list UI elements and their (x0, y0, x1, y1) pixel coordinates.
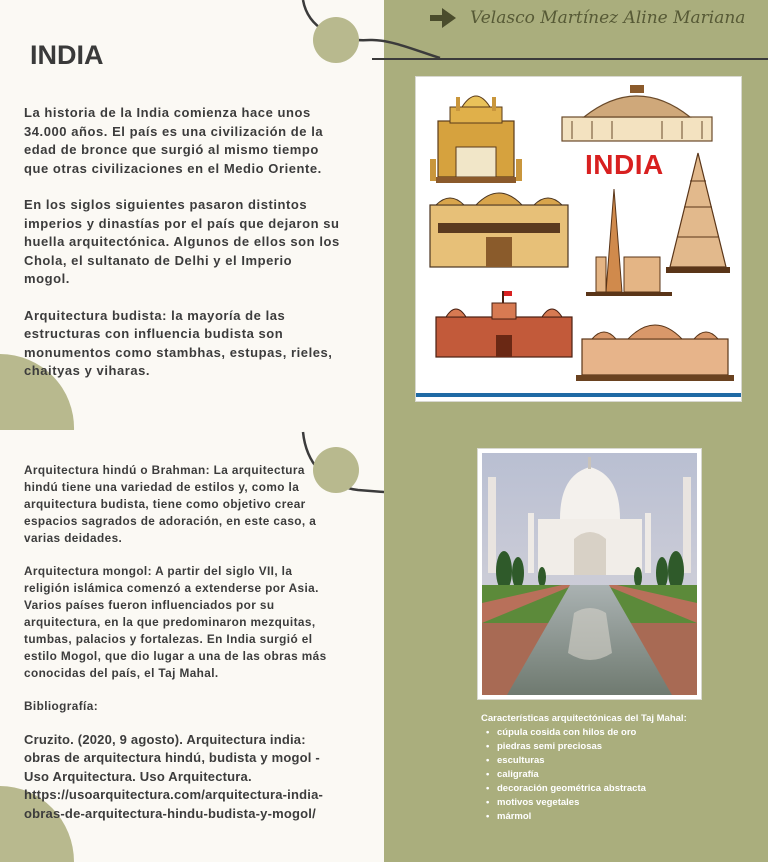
arrow-right-icon (428, 6, 458, 30)
minaret-drawing (586, 189, 672, 296)
palace-drawing (430, 193, 568, 267)
illustration-india-label: INDIA (585, 149, 664, 180)
top-accent-circle (313, 17, 359, 63)
taj-mahal-drawing (482, 453, 697, 695)
second-text (24, 462, 364, 839)
caption-heading: Características arquitectónicas del Taj Mahal: (481, 713, 687, 724)
feature-item: • decoración geométrica abstracta (486, 782, 761, 796)
red-fort-drawing (436, 291, 572, 357)
paragraph-hindu: Arquitectura hindú o Brahman: La arquitectura hindú tiene una variedad de estilos y, como la arquitectura budista, tiene como objetivo crear espacios sagrados de adoración, en este caso, a varias deidades. (24, 463, 317, 545)
header-divider (372, 58, 768, 60)
golden-temple-drawing (430, 96, 522, 183)
feature-item: • motivos vegetales (486, 796, 761, 810)
bibliography-heading: Bibliografía: (24, 699, 99, 713)
stupa-drawing (562, 85, 712, 141)
paragraph-mongol: Arquitectura mongol: A partir del siglo VII, la religión islámica comenzó a extenderse por Asia. Varios países fueron influenciados por su arquitectura, en la que predominaron mezquitas, tumbas, palacios y fortalezas. En India surgió el estilo Mogol, que dio lugar a una de las obras más conocidas del país, el Taj Mahal. (24, 564, 327, 680)
intro-text (24, 104, 366, 399)
taj-mahal-caption (481, 712, 761, 824)
taj-mahal-photo (478, 449, 701, 699)
intro-paragraph-buddhist: Arquitectura budista: la mayoría de las estructuras con influencia budista son monumentos como stambhas, estupas, rieles, chaityas y viharas. (24, 307, 333, 378)
feature-item: • esculturas (486, 754, 761, 768)
bibliography-entry: Cruzito. (2020, 9 agosto). Arquitectura india: obras de arquitectura hindú, budista y mogol - Uso Arquitectura. Uso Arquitectura. https://usoarquitectura.com/arquitectura-india- obras-de-arquitectura-hindu-budista-y-mogol/ (24, 732, 324, 821)
author-name: Velasco Martínez Aline Mariana (470, 8, 746, 28)
page-title: INDIA (30, 40, 104, 70)
intro-paragraph-empires: En los siglos siguientes pasaron distintos imperios y dinastías por el país que dejaron su huella arquitectónica. Algunos de ellos son los Chola, el sultanato de Delhi y el Imperio mogol. (24, 197, 340, 286)
monuments-drawing (416, 77, 741, 401)
intro-paragraph-history: La historia de la India comienza hace unos 34.000 años. El país es una civilización de la edad de bronce que surgió al mismo tiempo que otras civilizaciones en el Medio Oriente. (24, 105, 324, 176)
feature-item: • piedras semi preciosas (486, 740, 761, 754)
akshardham-drawing (576, 325, 734, 381)
feature-list (486, 726, 761, 824)
hindu-temple-drawing (666, 153, 730, 273)
monuments-illustration (416, 77, 741, 401)
feature-item: • cúpula cosida con hilos de oro (486, 726, 761, 740)
feature-item: • caligrafía (486, 768, 761, 782)
author-header (428, 4, 745, 32)
feature-item: • mármol (486, 810, 761, 824)
